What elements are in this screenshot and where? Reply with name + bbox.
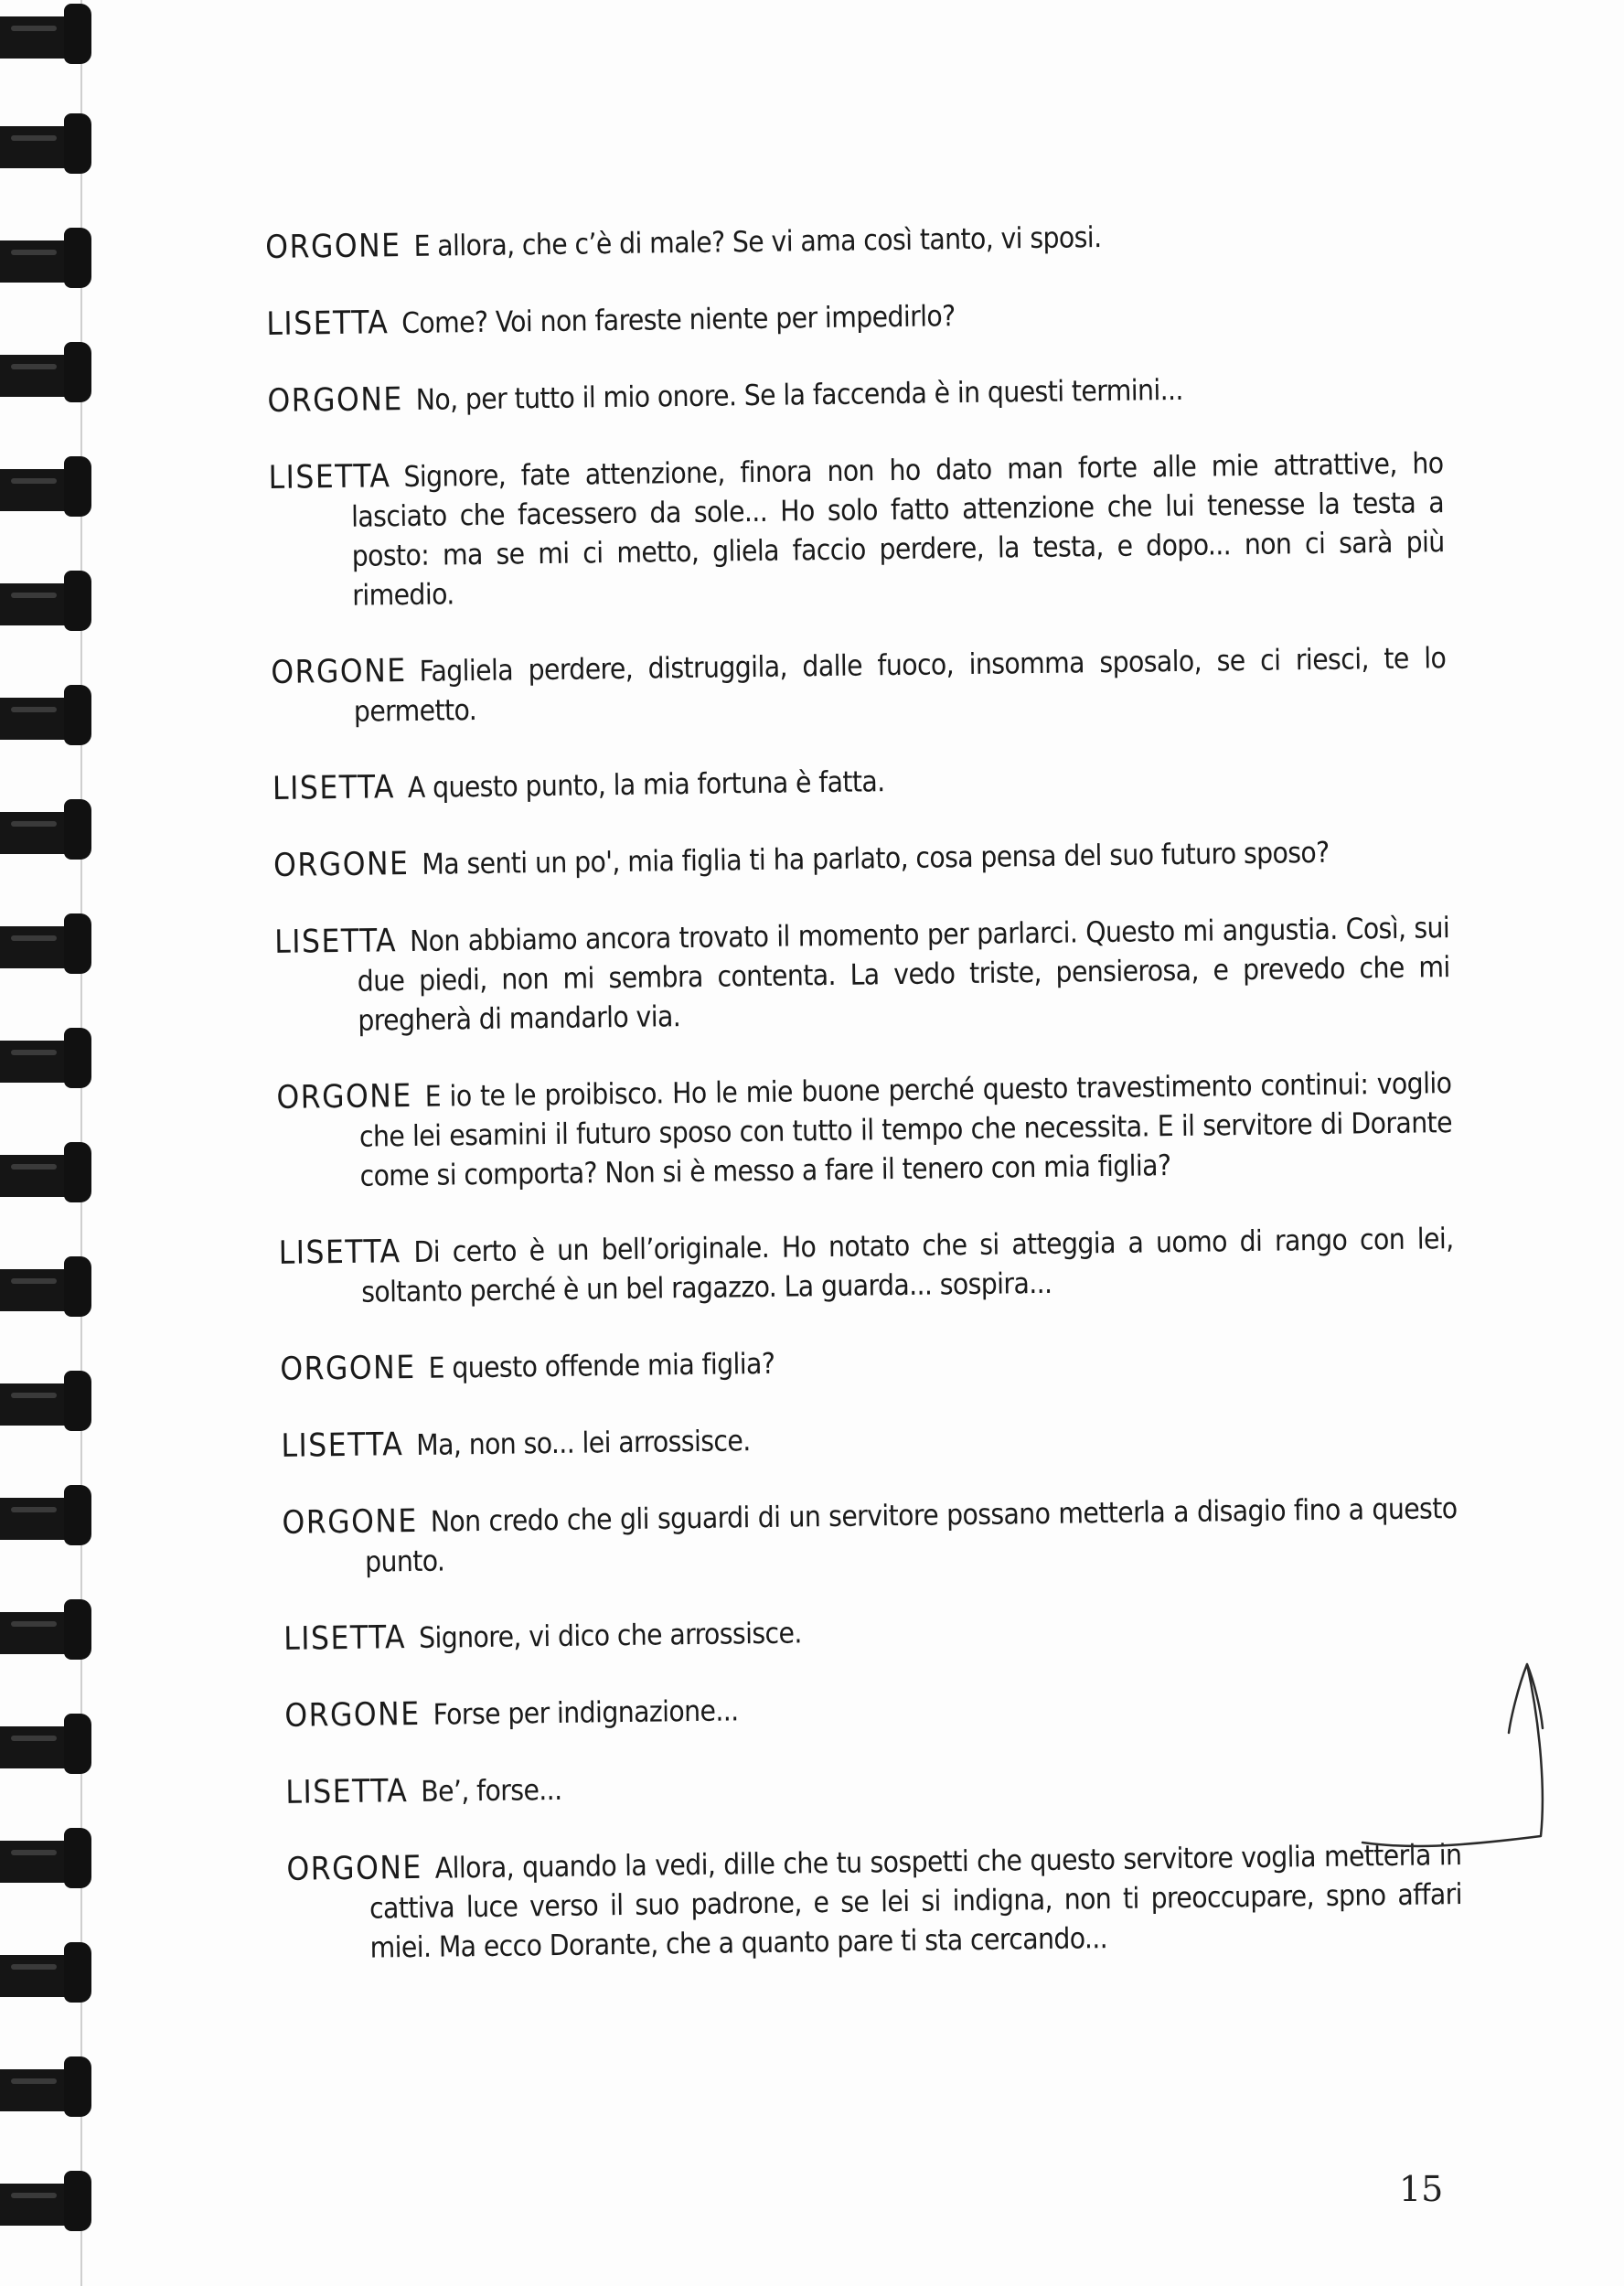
spiral-binding bbox=[0, 0, 128, 2286]
speaker-name: ORGONE bbox=[280, 1349, 416, 1388]
binding-ring bbox=[0, 1138, 110, 1202]
dialogue-line bbox=[266, 290, 1441, 346]
speaker-name: LISETTA bbox=[272, 769, 396, 807]
handwritten-arrow-mark bbox=[1353, 1646, 1573, 1865]
line-text: E io te le proibisco. Ho le mie buone perché questo travestimento continui: voglio che lei esamini il futuro sposo con tutto il tempo che necessita. E il servitore di Dorante come si comporta? Non si è messo a fare il tenero con mia figlia? bbox=[358, 1067, 1453, 1193]
line-text: Signore, fate attenzione, finora non ho dato man forte alle mie attrattive, ho lasciato che facessero da sole... Ho solo fatto attenzione che lui tenesse la testa a posto: ma se mi ci metto, gliela faccio perdere, la testa, e dopo... non ci sarà più rimedio. bbox=[350, 447, 1445, 613]
speaker-name: ORGONE bbox=[284, 1695, 421, 1735]
dialogue-line bbox=[284, 1682, 1459, 1737]
dialogue-line bbox=[286, 1835, 1463, 1970]
line-text: A questo punto, la mia fortuna è fatta. bbox=[407, 765, 885, 806]
speaker-name: ORGONE bbox=[276, 1077, 412, 1116]
binding-ring bbox=[0, 110, 110, 174]
binding-ring bbox=[0, 338, 110, 402]
binding-ring bbox=[0, 224, 110, 288]
speaker-name: LISETTA bbox=[266, 304, 390, 343]
dialogue-line bbox=[281, 1412, 1456, 1468]
line-text: Allora, quando la vedi, dille che tu sospetti che questo servitore voglia metterla in cattiva luce verso il suo padrone, e se lei si indigna, non ti preoccupare, spno affari miei. Ma ecco Dorante, che a quanto pare ti sta cercando... bbox=[369, 1839, 1463, 1965]
speaker-name: ORGONE bbox=[272, 846, 410, 884]
line-text: Non abbiamo ancora trovato il momento per parlarci. Questo mi angustia. Così, sui due piedi, non mi sembra contenta. La vedo triste, pensierosa, e prevedo che mi pregherà di mandarlo via. bbox=[357, 912, 1450, 1038]
dialogue-line bbox=[283, 1605, 1458, 1661]
binding-ring bbox=[0, 1253, 110, 1317]
dialogue-line bbox=[274, 908, 1451, 1042]
speaker-name: LISETTA bbox=[268, 458, 391, 497]
line-text: Come? Voi non fareste niente per impedirlo? bbox=[401, 300, 956, 341]
binding-ring bbox=[0, 2167, 110, 2231]
dialogue-line bbox=[272, 754, 1448, 810]
line-text: Ma senti un po', mia figlia ti ha parlato, cosa pensa del suo futuro sposo? bbox=[422, 836, 1330, 881]
line-text: Ma, non so... lei arrossisce. bbox=[416, 1425, 751, 1462]
binding-ring bbox=[0, 0, 110, 64]
dialogue-line bbox=[276, 1063, 1453, 1198]
dialogue-line bbox=[265, 213, 1440, 269]
line-text: Signore, vi dico che arrossisce. bbox=[418, 1617, 802, 1655]
binding-ring bbox=[0, 910, 110, 974]
page-number: 15 bbox=[1399, 2169, 1444, 2209]
speaker-name: ORGONE bbox=[265, 228, 401, 266]
binding-ring bbox=[0, 681, 110, 745]
dialogue-line bbox=[280, 1335, 1455, 1391]
dialogue-line bbox=[273, 831, 1448, 887]
line-text: Non credo che gli sguardi di un servitore possano metterla a disagio fino a questo punto. bbox=[364, 1492, 1458, 1579]
binding-ring bbox=[0, 1939, 110, 2003]
speaker-name: ORGONE bbox=[286, 1849, 423, 1888]
binding-ring bbox=[0, 567, 110, 631]
line-text: E allora, che c’è di male? Se vi ama così tanto, vi sposi. bbox=[413, 221, 1102, 263]
line-text: Forse per indignazione... bbox=[433, 1694, 739, 1732]
speaker-name: LISETTA bbox=[283, 1619, 407, 1658]
dialogue-line bbox=[285, 1758, 1460, 1814]
dialogue-line bbox=[268, 443, 1445, 617]
speaker-name: ORGONE bbox=[267, 381, 404, 420]
speaker-name: ORGONE bbox=[282, 1502, 419, 1542]
speaker-name: LISETTA bbox=[285, 1773, 409, 1811]
binding-ring bbox=[0, 1710, 110, 1774]
binding-ring bbox=[0, 2053, 110, 2117]
line-text: Di certo è un bell’originale. Ho notato che si atteggia a uomo di rango con lei, soltanto perché è un bel ragazzo. La guarda... sospira... bbox=[361, 1223, 1454, 1309]
binding-ring bbox=[0, 1481, 110, 1545]
line-text: Fagliela perdere, distruggila, dalle fuoco, insomma sposalo, se ci riesci, te lo permetto. bbox=[353, 642, 1447, 729]
script-dialogue bbox=[265, 213, 1463, 1970]
binding-ring bbox=[0, 1367, 110, 1431]
dialogue-line bbox=[282, 1489, 1458, 1584]
binding-ring bbox=[0, 1824, 110, 1888]
binding-ring bbox=[0, 796, 110, 860]
dialogue-line bbox=[271, 638, 1447, 733]
binding-ring bbox=[0, 1596, 110, 1660]
speaker-name: LISETTA bbox=[278, 1234, 401, 1272]
speaker-name: ORGONE bbox=[271, 653, 407, 691]
binding-ring bbox=[0, 1024, 110, 1088]
line-text: Be’, forse... bbox=[421, 1773, 562, 1809]
speaker-name: LISETTA bbox=[281, 1426, 404, 1465]
binding-ring bbox=[0, 453, 110, 517]
dialogue-line bbox=[267, 367, 1442, 422]
dialogue-line bbox=[278, 1219, 1454, 1314]
speaker-name: LISETTA bbox=[273, 923, 398, 961]
line-text: No, per tutto il mio onore. Se la faccenda è in questi termini... bbox=[415, 373, 1184, 417]
line-text: E questo offende mia figlia? bbox=[428, 1347, 775, 1385]
